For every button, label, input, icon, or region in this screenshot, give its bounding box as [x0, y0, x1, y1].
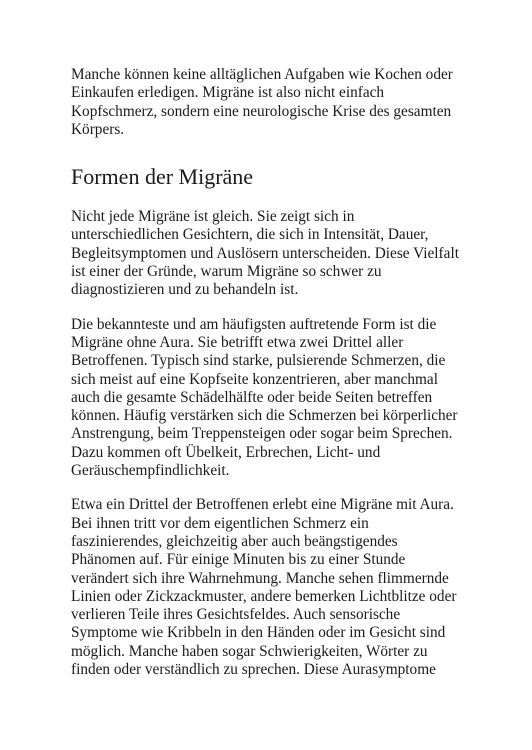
paragraph-line: faszinierendes, gleichzeitig aber auch beängstigendes — [71, 532, 398, 550]
paragraph-line: finden oder verständlich zu sprechen. Diese Aurasymptome — [71, 661, 436, 679]
paragraph-line: möglich. Manche haben sogar Schwierigkeiten, Wörter zu — [71, 642, 428, 660]
section-heading: Formen der Migräne — [71, 164, 254, 190]
paragraph-line: Nicht jede Migräne ist gleich. Sie zeigt sich in — [71, 208, 355, 226]
paragraph-line: Betroffenen. Typisch sind starke, pulsierende Schmerzen, die — [71, 352, 446, 370]
paragraph-2 — [71, 208, 471, 299]
paragraph-line: Kopfschmerz, sondern eine neurologische Krise des gesamten — [71, 102, 452, 120]
paragraph-line: unterschiedlichen Gesichtern, die sich in Intensität, Dauer, — [71, 226, 429, 244]
paragraph-line: auch die gesamte Schädelhälfte oder beide Seiten betreffen — [71, 388, 433, 406]
paragraph-line: Dazu kommen oft Übelkeit, Erbrechen, Licht- und — [71, 443, 381, 461]
paragraph-line: Linien oder Zickzackmuster, andere bemerken Lichtblitze oder — [71, 587, 457, 605]
paragraph-line: Anstrengung, beim Treppensteigen oder sogar beim Sprechen. — [71, 425, 453, 443]
paragraph-spacer — [71, 480, 471, 496]
paragraph-line: Manche können keine alltäglichen Aufgaben wie Kochen oder — [71, 66, 453, 83]
paragraph-line: verlieren Teile ihres Gesichtsfeldes. Auch sensorische — [71, 606, 401, 624]
paragraph-line: sich meist auf eine Kopfseite konzentrieren, aber manchmal — [71, 370, 438, 388]
paragraph-line: Körpers. — [71, 120, 125, 138]
paragraph-line: Begleitsymptomen und Auslösern unterscheiden. Diese Vielfalt — [71, 244, 459, 262]
paragraph-line: Einkaufen erledigen. Migräne ist also nicht einfach — [71, 84, 385, 102]
paragraph-1 — [71, 66, 471, 139]
paragraph-line: können. Häufig verstärken sich die Schmerzen bei körperlicher — [71, 407, 458, 425]
paragraph-spacer — [71, 300, 471, 316]
paragraph-4 — [71, 496, 471, 679]
paragraph-line: Die bekannteste und am häufigsten auftretende Form ist die — [71, 315, 437, 333]
paragraph-line: Etwa ein Drittel der Betroffenen erlebt eine Migräne mit Aura. — [71, 496, 454, 514]
paragraph-3 — [71, 316, 471, 481]
paragraph-line: Symptome wie Kribbeln in den Händen oder im Gesicht sind — [71, 624, 446, 642]
paragraph-line: Migräne ohne Aura. Sie betrifft etwa zwei Drittel aller — [71, 333, 404, 351]
paragraph-line: Geräuschempfindlichkeit. — [71, 462, 230, 480]
document-page — [71, 66, 471, 679]
paragraph-line: verändert sich ihre Wahrnehmung. Manche sehen flimmernde — [71, 569, 449, 587]
paragraph-line: ist einer der Gründe, warum Migräne so schwer zu — [71, 263, 382, 281]
paragraph-line: Bei ihnen tritt vor dem eigentlichen Schmerz ein — [71, 514, 369, 532]
paragraph-line: Phänomen auf. Für einige Minuten bis zu einer Stunde — [71, 551, 406, 569]
paragraph-line: diagnostizieren und zu behandeln ist. — [71, 281, 299, 299]
